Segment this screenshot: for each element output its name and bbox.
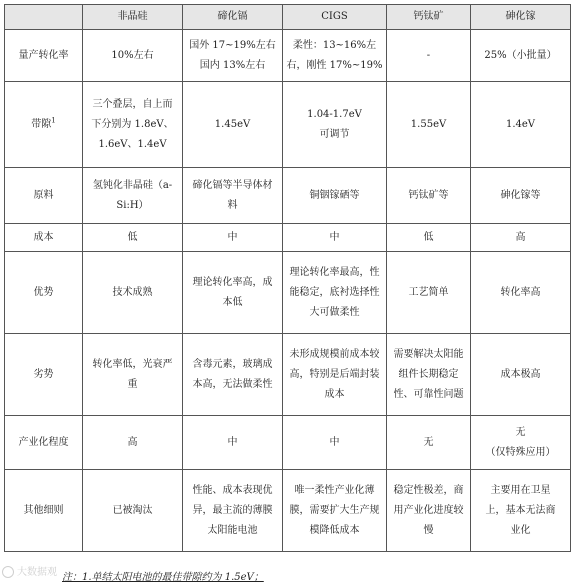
table-row (5, 334, 571, 416)
table-row (5, 416, 571, 470)
table-cell (83, 168, 183, 224)
cell-text: 成本 (324, 388, 345, 400)
cell-text: 无 (423, 436, 434, 448)
table-cell (387, 224, 471, 252)
table-cell (83, 470, 183, 552)
row-label (5, 30, 83, 82)
table-cell (387, 416, 471, 470)
cell-text: 25%（小批量） (484, 49, 557, 61)
header-cell: 砷化镓 (471, 5, 571, 30)
table-cell (283, 334, 387, 416)
header-cell: 钙钛矿 (387, 5, 471, 30)
cell-text: Si:H） (116, 199, 149, 211)
row-label-text: 优势 (33, 286, 54, 298)
table-cell (387, 168, 471, 224)
table-cell (83, 416, 183, 470)
cell-text: 1.04-1.7eV (307, 108, 362, 120)
table-cell (387, 30, 471, 82)
table-cell (471, 82, 571, 168)
cell-text: 本低 (222, 296, 243, 308)
cell-text: 业化 (510, 524, 531, 536)
cell-text: 成本极高 (500, 368, 541, 380)
cell-text: 三个叠层，自上而 (92, 98, 173, 110)
row-label-text: 量产转化率 (18, 49, 69, 61)
header-cell: 碲化镉 (183, 5, 283, 30)
table-cell (183, 168, 283, 224)
cell-text: 料 (227, 199, 238, 211)
table-cell (183, 82, 283, 168)
cell-text: 模降低成本 (309, 524, 360, 536)
table-row (5, 82, 571, 168)
cell-text: 1.4eV (505, 118, 536, 130)
cell-text: 需要解决太阳能 (393, 348, 464, 360)
cell-text: 氢钝化非晶硅（a- (92, 179, 173, 191)
header-cell: 非晶硅 (83, 5, 183, 30)
header-cell: CIGS (283, 5, 387, 30)
row-label (5, 168, 83, 224)
cell-text: 理论转化率最高，性 (289, 266, 380, 278)
table-cell (183, 252, 283, 334)
cell-text: 国内 13%左右 (199, 59, 266, 71)
cell-text: 慢 (423, 524, 434, 536)
table-cell (283, 82, 387, 168)
cell-text: 工艺简单 (408, 286, 449, 298)
table-cell (471, 416, 571, 470)
cell-text: 稳定性极差，商 (393, 484, 464, 496)
cell-text: 1.6eV、1.4eV (98, 138, 167, 150)
table-body (5, 30, 571, 552)
table-cell (183, 470, 283, 552)
cell-text: 钙钛矿等 (408, 189, 449, 201)
row-label-text: 原料 (33, 189, 54, 201)
cell-text: 右，刚性 17%~19% (286, 59, 383, 71)
watermark-logo-icon (2, 566, 14, 578)
cell-text: 低 (423, 231, 434, 243)
row-label (5, 470, 83, 552)
table-cell (283, 30, 387, 82)
cell-text: 膜，需要扩大生产规 (289, 504, 380, 516)
row-label (5, 224, 83, 252)
cell-text: 中 (227, 436, 238, 448)
cell-text: 砷化镓等 (500, 189, 541, 201)
table-cell (387, 470, 471, 552)
table-cell (183, 30, 283, 82)
table-cell (83, 224, 183, 252)
cell-text: 技术成熟 (112, 286, 153, 298)
table-cell (471, 252, 571, 334)
cell-text: 中 (329, 436, 340, 448)
cell-text: 中 (227, 231, 238, 243)
table-row (5, 30, 571, 82)
footnote: 注：1.单结太阳电池的最佳带隙约为 1.5eV； (62, 572, 264, 583)
cell-text: 柔性：13~16%左 (292, 39, 377, 51)
cell-text: 下分别为 1.8eV、 (91, 118, 174, 130)
row-label (5, 416, 83, 470)
cell-text: - (426, 49, 431, 61)
cell-text: 可调节 (319, 128, 350, 140)
cell-text: 性能、成本表现优 (192, 484, 273, 496)
table-row (5, 470, 571, 552)
cell-text: 1.45eV (214, 118, 251, 130)
cell-text: 性、可靠性问题 (393, 388, 464, 400)
header-cell (5, 5, 83, 30)
cell-text: 唯一柔性产业化薄 (294, 484, 375, 496)
cell-text: 10%左右 (111, 49, 154, 61)
cell-text: （仅特殊应用） (485, 446, 556, 458)
table-cell (471, 30, 571, 82)
cell-text: 转化率高 (500, 286, 541, 298)
table-cell (183, 416, 283, 470)
table-cell (471, 224, 571, 252)
cell-text: 高 (127, 436, 138, 448)
row-label-text: 产业化程度 (18, 436, 69, 448)
table-cell (183, 334, 283, 416)
cell-text: 本高，无法做柔性 (192, 378, 273, 390)
table-cell (283, 224, 387, 252)
cell-text: 用产业化进度较 (393, 504, 464, 516)
row-label-text: 成本 (33, 231, 54, 243)
table-cell (387, 82, 471, 168)
cell-text: 太阳能电池 (207, 524, 258, 536)
row-label (5, 252, 83, 334)
cell-text: 无 (515, 426, 526, 438)
footnote-marker: 1 (51, 116, 56, 125)
row-label (5, 82, 83, 168)
cell-text: 铜铟镓硒等 (309, 189, 360, 201)
cell-text: 未形成规模前成本较 (289, 348, 380, 360)
table-row (5, 168, 571, 224)
cell-text: 异，最主流的薄膜 (192, 504, 273, 516)
row-label-text: 带隙 (31, 118, 52, 130)
cell-text: 碲化镉等半导体材 (192, 179, 273, 191)
cell-text: 转化率低，光衰严 (92, 358, 173, 370)
cell-text: 能稳定，底衬选择性 (289, 286, 380, 298)
table-cell (83, 82, 183, 168)
table-cell (283, 416, 387, 470)
cell-text: 主要用在卫星 (490, 484, 551, 496)
row-label-text: 劣势 (33, 368, 54, 380)
cell-text: 含毒元素，玻璃成 (192, 358, 273, 370)
row-label-text: 其他细则 (23, 504, 64, 516)
table-cell (83, 252, 183, 334)
cell-text: 高，特别是后端封装 (289, 368, 380, 380)
cell-text: 国外 17~19%左右 (189, 39, 276, 51)
cell-text: 大可做柔性 (309, 306, 360, 318)
table-cell (83, 30, 183, 82)
table-cell (183, 224, 283, 252)
cell-text: 低 (127, 231, 138, 243)
comparison-table (4, 4, 571, 552)
cell-text: 高 (515, 231, 526, 243)
cell-text: 1.55eV (410, 118, 447, 130)
cell-text: 组件长期稳定 (398, 368, 459, 380)
table-cell (471, 334, 571, 416)
table-cell (283, 168, 387, 224)
table-cell (471, 470, 571, 552)
table-cell (387, 252, 471, 334)
row-label (5, 334, 83, 416)
table-cell (283, 470, 387, 552)
cell-text: 上，基本无法商 (485, 504, 556, 516)
table-row (5, 252, 571, 334)
watermark (2, 563, 57, 578)
watermark-text: 大数据观 (17, 567, 57, 578)
cell-text: 中 (329, 231, 340, 243)
table-cell (387, 334, 471, 416)
table-header-row (5, 5, 571, 30)
table-row (5, 224, 571, 252)
cell-text: 已被淘汰 (112, 504, 153, 516)
table-cell (471, 168, 571, 224)
cell-text: 重 (127, 378, 138, 390)
cell-text: 理论转化率高，成 (192, 276, 273, 288)
table-cell (283, 252, 387, 334)
table-cell (83, 334, 183, 416)
